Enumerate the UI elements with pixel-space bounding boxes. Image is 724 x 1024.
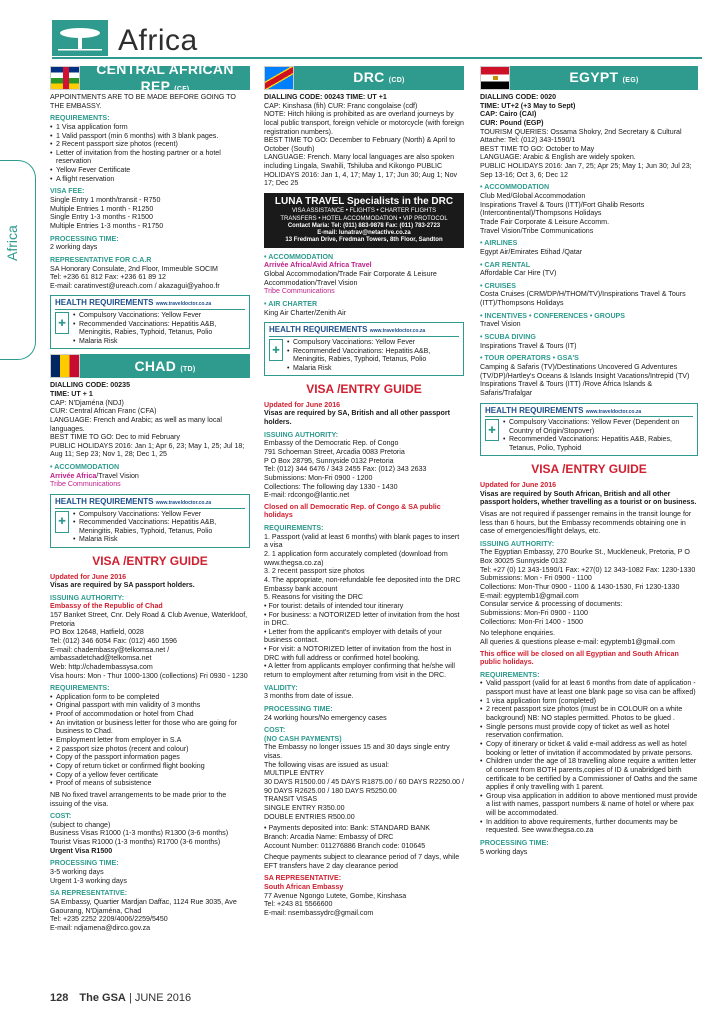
country-header-egypt xyxy=(480,66,698,90)
chad-rep-heading: SA REPRESENTATIVE: xyxy=(50,889,128,898)
list-item: • Letter of invitation from the hosting partner or a hotel reservation xyxy=(50,149,250,166)
egypt-noq: No telephone enquiries. xyxy=(480,629,555,638)
side-tab xyxy=(0,160,36,360)
chad-acc: /Travel Vision xyxy=(96,471,139,480)
list-item: • Original passport with min validity of 3 months xyxy=(50,701,250,710)
list-item: • 1 visa application form (completed) xyxy=(480,697,698,706)
chad-rep: SA Embassy, Quartier Mardjan Daffac, 1124 Rue 3035, Ave Gaourang, N'Djaména, Chad xyxy=(50,897,237,915)
drc-req-heading: REQUIREMENTS: xyxy=(264,524,324,533)
country-name-egypt: EGYPT xyxy=(569,69,619,86)
chad-cost: (subject to change) xyxy=(50,820,111,829)
footer-separator: | xyxy=(128,992,132,1004)
issue-date: JUNE 2016 xyxy=(134,992,192,1004)
ad-line: Contact Maria: Tel: (011) 883-9878 Fax: (011) 783-2723 xyxy=(287,222,441,229)
chad-info: PUBLIC HOLIDAYS 2016: Jan 1; Apr 6, 23; May 1, 25; Jul 18; Aug 11; Sep 23; Nov 1, 28; Dec 1, 25 xyxy=(50,441,245,459)
magazine-name: The GSA xyxy=(79,992,126,1004)
egypt-info: TOURISM QUERIES: Ossama Shokry, 2nd Secretary & Cultural Attache: Tel: (012) 343-1590/1 xyxy=(480,127,682,145)
egypt-info: LANGUAGE: Arabic & English are widely spoken. xyxy=(480,153,636,162)
egypt-scuba: Inspirations Travel & Tours (IT) xyxy=(480,341,577,350)
page-footer xyxy=(50,992,191,1004)
drc-required: Visas are required by SA, British and all other passport holders. xyxy=(264,409,450,427)
egypt-transit: Visas are not required if passenger remains in the transit lounge for less than 6 hours, but the Embassy recommends obtaining one in case of emergencies/flight delays, etc. xyxy=(480,509,692,536)
egypt-info: BEST TIME TO GO: October to May xyxy=(480,144,595,153)
chad-nb: NB No fixed travel arrangements to be made prior to the issuing of the visa. xyxy=(50,790,227,808)
egypt-acc-heading: ACCOMMODATION xyxy=(484,183,550,192)
drc-valid-heading: VALIDITY: xyxy=(264,683,298,692)
country-header-drc xyxy=(264,66,464,90)
list-item: • Letter from the applicant's employer with details of your business contact. xyxy=(264,627,442,645)
list-item: • Compulsory Vaccinations: Yellow Fever xyxy=(287,339,459,348)
list-item: • Copy of the passport information pages xyxy=(50,753,250,762)
health-title: HEALTH REQUIREMENTS xyxy=(485,405,584,415)
health-title: HEALTH REQUIREMENTS xyxy=(55,298,154,308)
egypt-closed: This office will be closed on all Egyptian and South African public holidays. xyxy=(480,649,679,667)
car-rep: SA Honorary Consulate, 2nd Floor, Immeuble SOCIM xyxy=(50,264,218,273)
list-item: • Recommended Vaccinations: Hepatitis A&B, Meningitis, Rabies, Typhoid, Tetanus, Polio xyxy=(73,519,245,536)
car-fee: Single Entry 1-3 months - R1500 xyxy=(50,213,153,222)
egypt-req-heading: REQUIREMENTS: xyxy=(480,670,540,679)
egypt-acc: Inspirations Travel & Tours (ITT)/Fort Ghalib Resorts (Intercontinental)/Thompsons Holidays xyxy=(480,200,645,218)
list-item: • Children under the age of 18 travelling alone require a written letter of consent from BOTH parents,copies of ID & unabridged birth certificate to be certified by a Commissioner of Oaths and the same applies if only travelling with 1 parent. xyxy=(480,757,698,792)
luna-travel-ad[interactable] xyxy=(264,193,464,248)
ad-line: E-mail: lunatrav@netactive.co.za xyxy=(317,230,411,237)
drc-cost: The following visas are issued as usual: xyxy=(264,760,389,769)
drc-rep: 77 Avenue Ngongo Lutete, Gombe, Kinshasa xyxy=(264,891,407,900)
egypt-scuba-heading: SCUBA DIVING xyxy=(484,333,536,342)
egypt-info: DIALLING CODE: 0020 xyxy=(480,93,557,101)
car-health-box xyxy=(50,295,250,349)
drc-info: BEST TIME TO GO: December to February (North) & April to October (South) xyxy=(264,136,456,153)
egypt-auth: E-mail: egyptemb1@gmail.com xyxy=(480,591,579,600)
drc-auth: Collections: The following day 1330 - 1430 xyxy=(264,482,398,491)
drc-air-heading: AIR CHARTER xyxy=(268,300,318,308)
drc-acc-link[interactable]: Arrivée Africa/Avid Africa Travel xyxy=(264,261,372,270)
drc-rep-heading: SA REPRESENTATIVE: xyxy=(264,874,342,883)
egypt-acc: Club Med/Global Accommodation xyxy=(480,192,586,201)
list-item: • Malaria Risk xyxy=(73,338,245,347)
health-title: HEALTH REQUIREMENTS xyxy=(55,497,154,507)
drc-cost: 30 DAYS R1500.00 / 45 DAYS R1875.00 / 60 DAYS R2250.00 / 90 DAYS R2625.00 / 180 DAYS R5250.00 xyxy=(264,778,464,795)
list-item: • Malaria Risk xyxy=(287,365,459,374)
column-2: DRC (CD) DIALLING CODE: 00243 TIME: UT +1 CAP: Kinshasa (fih) CUR: Franc congolaise (cdf) NOTE: Hitch hiking is prohibited as are overland journeys by local public transport, foreign vehicle or motorcycle (with foreign registration numbers). BEST TIME TO GO: December to February (North) & April to October (South) LANGUAGE: French. Many local languages are also spoken including Lingala, Swahili, Tshiluba and Kikongo PUBLIC HOLIDAYS 2016: Jan 1, 4, 17; May 1, 17; Jun 30; Aug 1; Nov 17; Dec 25 LUNA TRAVEL Specialists in the DRC VISA ASSISTANCE • FLIGHTS • CHARTER FLIGHTS TRANSFERS • HOTEL ACCOMMODATION • VIP PROTOCOL Contact Maria: Tel: (011) 883-9878 Fax: (011) 783-2723 E-mail: lunatrav@netactive.co.za 13 Fredman Drive, Fredman Towers, 8th Floor, Sandton • ACCOMMODATION Arrivée Africa/Avid Africa Travel Global Accommodation/Trade Fair Corporate & Leisure Accommodation/Travel Vision Tribe Communications • AIR CHARTER King Air Charter/Zenith Air HEALTH REQUIREMENTS www.traveldoctor.co.za ✚ • Compulsory Vaccinations: Yellow Fever • Recommended Vaccinations: Hepatitis A&B, Meningitis, Rabies, Typhoid, Tetanus, Polio • Malaria Risk VISA /ENTRY GUIDE Updated for June 2016 Visas are required by SA, British and all other passport holders. ISSUING AUTHORITY: Embassy of the Democratic Rep. of Congo 791 Schoeman Street, Arcadia 0083 Pretoria P O Box 28795, Sunnyside 0132 Pretoria Tel: (012) 344 6476 / 343 2455 Fax: (012) 343 2633 Submissions: Mon-Fri 0900 - 1200 Collections: The following day 1330 - 1430 E-mail: rdcongo@lantic.net Closed on all Democratic Rep. of Congo & SA public holidays REQUIREMENTS: 1. Passport (valid at least 6 months) with blank pages to insert a visa 2. 1 application form accurately completed (download from www.thegsa.co.za) 3. 2 recent passport size photos 4. The appropriate, non-refundable fee deposited into the DRC Embassy bank account 5. Reasons for visiting the DRC • For tourist: details of intended tour itinerary • For business: a NOTORIZED letter of invitation from the host in DRC. • Letter from the applicant's employer with details of your business contact. • For visit: a NOTORIZED letter of invitation from the host in DRC with full address or confirmed hotel booking. • A letter from applicants employer confirming that he/she will return to employment after returning from visit in the DRC. VALIDITY: 3 months from date of issue. PROCESSING TIME: 24 working hours/No emergency cases COST: (NO CASH PAYMENTS) The Embassy no longer issues 15 and 30 days single entry visas. The following visas are issued as usual: MULTIPLE ENTRY 30 DAYS R1500.00 / 45 DAYS R1875.00 / 60 DAYS R2250.00 / 90 DAYS R2625.00 / 180 DAYS R5250.00 TRANSIT VISAS SINGLE ENTRY R350.00 DOUBLE ENTRIES R500.00 • Payments deposited into: Bank: STANDARD BANK Branch: Arcadia Name: Embassy of DRC Account Number: 011276886 Branch code: 010645 Cheque payments subject to clearance period of 7 days, while EFT transfers have 2 day clearance period SA REPRESENTATIVE: South African Embassy 77 Avenue Ngongo Lutete, Gombe, Kinshasa Tel: +243 81 5566600 E-mail: nsembassydrc@gmail.com xyxy=(264,66,464,918)
egypt-proc: 5 working days xyxy=(480,847,528,856)
drc-auth: 791 Schoeman Street, Arcadia 0083 Pretoria xyxy=(264,447,405,456)
chad-proc: 3-5 working days xyxy=(50,868,104,877)
drc-cost: TRANSIT VISAS xyxy=(264,795,318,804)
chad-rep: Tel: +235 2252 2209/4006/2259/5450 xyxy=(50,915,168,924)
egypt-required: Visas are required by South African, British and all other passport holders, whether travelling as a tourist or on business. xyxy=(480,489,697,507)
list-item: • Group visa application in addition to above mentioned must provide a list with names, passport numbers & name of hotel or where pax will be accommodated. xyxy=(480,792,698,818)
egypt-proc-heading: PROCESSING TIME: xyxy=(480,838,549,847)
country-header-car xyxy=(50,60,250,94)
health-url[interactable]: www.traveldoctor.co.za xyxy=(585,408,642,415)
list-item: • Employment letter from employer in S.A xyxy=(50,736,250,745)
chad-acc-heading: ACCOMMODATION xyxy=(54,463,120,472)
egypt-auth: Collections: Mon-Fri 1400 - 1500 xyxy=(480,617,583,626)
list-item: • Compulsory Vaccinations: Yellow Fever xyxy=(73,312,245,321)
chad-info: CAP: N'Djaména (NDJ) xyxy=(50,398,124,407)
list-item: • 2 passport size photos (recent and colour) xyxy=(50,745,250,754)
drc-cost: The Embassy no longer issues 15 and 30 days single entry visas. xyxy=(264,743,450,761)
drc-auth: Submissions: Mon-Fri 0900 - 1200 xyxy=(264,473,373,482)
drc-proc: 24 working hours/No emergency cases xyxy=(264,713,387,722)
drc-req-list xyxy=(264,533,464,680)
chad-proc-heading: PROCESSING TIME: xyxy=(50,859,119,868)
country-code-car: (CF) xyxy=(174,86,190,93)
car-fee: Single Entry 1 month/transit - R750 xyxy=(50,196,161,205)
ad-line: 13 Fredman Drive, Fredman Towers, 8th Floor, Sandton xyxy=(285,237,443,244)
chad-auth: PO Box 12648, Hatfield, 0028 xyxy=(50,628,144,637)
drc-air: King Air Charter/Zenith Air xyxy=(264,308,347,317)
country-code-egypt: (EG) xyxy=(622,77,639,85)
egypt-car: Affordable Car Hire (TV) xyxy=(480,269,557,278)
ad-line: VISA ASSISTANCE • FLIGHTS • CHARTER FLIGHTS xyxy=(291,208,437,215)
chad-info: BEST TIME TO GO: Dec to mid February xyxy=(50,433,180,442)
drc-cost: MULTIPLE ENTRY xyxy=(264,769,325,778)
egypt-air: Egypt Air/Emirates Etihad /Qatar xyxy=(480,247,583,256)
chad-acc-link[interactable]: Tribe Communications xyxy=(50,480,121,489)
egypt-auth: Collections: Mon-Thur 0900 - 1100 & 1430-1530, Fri 1230-1330 xyxy=(480,583,680,592)
ad-line: TRANSFERS • HOTEL ACCOMMODATION • VIP PROTOCOL xyxy=(280,215,448,222)
list-item: • Compulsory Vaccinations: Yellow Fever xyxy=(73,511,245,520)
chad-auth: Web: http://chadembassysa.com xyxy=(50,662,153,671)
car-req-list xyxy=(50,123,250,183)
travel-doctor-icon: ✚ xyxy=(55,511,69,533)
egypt-auth: Submissions: Mon-Fri 0900 - 1100 xyxy=(480,608,588,617)
car-proc: 2 working days xyxy=(50,243,98,252)
list-item: • 1 Visa application form xyxy=(50,123,250,132)
chad-auth: Visa hours: Mon - Thur 1000-1300 (collections) Fri 0930 - 1230 xyxy=(50,671,248,680)
list-item: • A flight reservation xyxy=(50,175,250,184)
car-fee: Multiple Entries 1-3 months - R1750 xyxy=(50,221,164,230)
country-code-chad: (TD) xyxy=(180,365,196,373)
list-item: • Recommended Vaccinations: Hepatitis A&B, Rabies, Tetanus, Polio, Typhoid xyxy=(503,436,693,453)
chad-rep: E-mail: ndjamena@dirco.gov.za xyxy=(50,923,151,932)
list-item: • Malaria Risk xyxy=(73,536,245,545)
health-title: HEALTH REQUIREMENTS xyxy=(269,325,368,335)
drc-auth: Embassy of the Democratic Rep. of Congo xyxy=(264,439,399,448)
drc-proc-heading: PROCESSING TIME: xyxy=(264,704,333,713)
drc-info: NOTE: Hitch hiking is prohibited as are overland journeys by local public transport, foreign vehicle or motorcycle (with foreign registration numbers). xyxy=(264,110,464,136)
chad-visa-title: VISA /ENTRY GUIDE xyxy=(92,553,208,568)
drc-auth: E-mail: rdcongo@lantic.net xyxy=(264,491,350,500)
health-url[interactable]: www.traveldoctor.co.za xyxy=(155,301,212,308)
country-name-drc: DRC xyxy=(353,69,385,86)
list-item: 4. The appropriate, non-refundable fee deposited into the DRC Embassy bank account xyxy=(264,575,461,593)
chad-info: DIALLING CODE: 00235 xyxy=(50,381,131,390)
egypt-updated: Updated for June 2016 xyxy=(480,481,557,489)
health-url[interactable]: www.traveldoctor.co.za xyxy=(369,328,426,335)
drc-cheque: Cheque payments subject to clearance period of 7 days, while EFT transfers have 2 day clearance period xyxy=(264,853,460,870)
list-item: • Recommended Vaccinations: Hepatitis A&B, Meningitis, Rabies, Typhoid, Tetanus, Polio xyxy=(287,348,459,365)
list-item: • Compulsory Vaccinations: Yellow Fever (Dependent on Country of Origin/Stopover) xyxy=(503,419,693,436)
chad-auth: 157 Banket Street, Cnr. Dely Road & Club Avenue, Waterkloof, Pretoria xyxy=(50,611,248,628)
egypt-info: TIME: UT+2 (+3 May to Sept) xyxy=(480,101,576,110)
drc-auth-heading: ISSUING AUTHORITY: xyxy=(264,430,339,439)
drc-rep: E-mail: nsembassydrc@gmail.com xyxy=(264,909,374,918)
drc-valid: 3 months from date of issue. xyxy=(264,692,354,701)
chad-auth-name: Embassy of the Republic of Chad xyxy=(50,602,163,611)
chad-updated: Updated for June 2016 xyxy=(50,572,127,581)
ad-title: LUNA TRAVEL Specialists in the DRC xyxy=(274,196,454,208)
chad-flag-icon xyxy=(50,354,80,378)
list-item: • Application form to be completed xyxy=(50,693,250,702)
list-item: • Copy of return ticket or confirmed flight booking xyxy=(50,762,250,771)
chad-cost: Tourist Visas R1000 (1-3 months) R1700 (3-6 months) xyxy=(50,838,221,847)
drc-info: CAP: Kinshasa (fih) CUR: Franc congolaise (cdf) xyxy=(264,101,418,110)
chad-info: LANGUAGE: French and Arabic; as well as many local languages. xyxy=(50,415,222,433)
drc-updated: Updated for June 2016 xyxy=(264,400,341,409)
list-item: • 1 Valid passport (min 6 months) with 3 blank pages. xyxy=(50,132,250,141)
drc-info: LANGUAGE: French. Many local languages are also spoken including Lingala, Swahili, Tshiluba and Kikongo PUBLIC HOLIDAYS 2016: Jan 1, 4, 17; May 1, 17; Jun 30; Aug 1; Nov 17; Dec 25 xyxy=(264,153,458,188)
egypt-info: PUBLIC HOLIDAYS 2016: Jan 7, 25; Apr 25; May 1; Jun 30; Jul 23; Sep 13-16; Oct 3, 6; Dec 12 xyxy=(480,162,692,179)
car-flag-icon xyxy=(50,66,80,90)
car-fee: Multiple Entries 1 month - R1250 xyxy=(50,204,154,213)
side-tab-label: Africa xyxy=(4,225,20,261)
egypt-auth: The Egyptian Embassy, 270 Bourke St., Muckleneuk, Pretoria, P O Box 30025 Sunnyside 0132 xyxy=(480,548,690,566)
drc-acc-heading: ACCOMMODATION xyxy=(268,252,334,261)
list-item: 5. Reasons for visiting the DRC xyxy=(264,593,363,602)
drc-auth: Tel: (012) 344 6476 / 343 2455 Fax: (012) 343 2633 xyxy=(264,465,427,474)
egypt-visa-title: VISA /ENTRY GUIDE xyxy=(531,462,647,477)
egypt-tour: Camping & Safaris (TV)/Destinations Uncovered G Adventures (TV/DP)/Hartley's Oceans & Islands Insight Vacations/Intrepid (TV) Inspirations Travel & Tours (ITT) /Rove Africa Islands & Safaris/Trafalgar xyxy=(480,362,690,397)
car-proc-heading: PROCESSING TIME: xyxy=(50,234,119,243)
column-3: EGYPT (EG) DIALLING CODE: 0020 TIME: UT+2 (+3 May to Sept) CAP: Cairo (CAI) CUR: Pound (EGP) TOURISM QUERIES: Ossama Shokry, 2nd Secretary & Cultural Attache: Tel: (012) 343-1590/1 BEST TIME TO GO: October to May LANGUAGE: Arabic & English are widely spoken. PUBLIC HOLIDAYS 2016: Jan 7, 25; Apr 25; May 1; Jun 30; Jul 23; Sep 13-16; Oct 3, 6; Dec 12 • ACCOMMODATION Club Med/Global Accommodation Inspirations Travel & Tours (ITT)/Fort Ghalib Resorts (Intercontinental)/Thompsons Holidays Trade Fair Corporate & Leisure Accomm. Travel Vision/Tribe Communications • AIRLINES Egypt Air/Emirates Etihad /Qatar • CAR RENTAL Affordable Car Hire (TV) • CRUISES Costa Cruises (CRM/DP/H/THOM/TV)/Inspirations Travel & Tours (ITT)/Thompsons Holidays • INCENTIVES • CONFERENCES • GROUPS Travel Vision • SCUBA DIVING Inspirations Travel & Tours (IT) • TOUR OPERATORS • GSA'S Camping & Safaris (TV)/Destinations Uncovered G Adventures (TV/DP)/Hartley's Oceans & Islands Insight Vacations/Intrepid (TV) Inspirations Travel & Tours (ITT) /Rove Africa Islands & Safaris/Trafalgar HEALTH REQUIREMENTS www.traveldoctor.co.za ✚ • Compulsory Vaccinations: Yellow Fever (Dependent on Country of Origin/Stopover) • Recommended Vaccinations: Hepatitis A&B, Rabies, Tetanus, Polio, Typhoid VISA /ENTRY GUIDE Updated for June 2016 Visas are required by South African, British and all other passport holders, whether travelling as a tourist or on business. Visas are not required if passenger remains in the transit lounge for less than 6 hours, but the Embassy recommends obtaining one in case of emergencies/flight delays, etc. ISSUING AUTHORITY: The Egyptian Embassy, 270 Bourke St., Muckleneuk, Pretoria, P O Box 30025 Sunnyside 0132 Tel: +27 (0) 12 343-1590/1 Fax: +27(0) 12 343-1082 Fax: 1230-1330 Submissions: Mon - Fri 0900 - 1100 Collections: Mon-Thur 0900 - 1100 & 1430-1530, Fri 1230-1330 E-mail: egyptemb1@gmail.com Consular service & processing of documents: Submissions: Mon-Fri 0900 - 1100 Collections: Mon-Fri 1400 - 1500 No telephone enquiries. All queries & questions please e-mail: egyptemb1@gmail.com This office will be closed on all Egyptian and South African public holidays. REQUIREMENTS: • Valid passport (valid for at least 6 months from date of application - passport must have at least one blank page so visa can be affixed) • 1 visa application form (completed) • 2 recent passport size photos (must be in COLOUR on a white background) NB: NO staples permitted. Photos to be glued . • Single persons must provide copy of ticket as well as hotel reservation confirmation. • Copy of itinerary or ticket & valid e-mail address as well as hotel booking or letter of invitation if accommodated by private persons. • Children under the age of 18 travelling alone require a written letter of consent from BOTH parents,copies of ID & unabridged birth certificate to be certified by a Commissioner of Oaths and the same applies if only travelling with 1 parent. • Group visa application in addition to above mentioned must provide a list with names, passport numbers & name of hotel or where pax will be accommodated. • In addition to above requirements, further documents may be requested. See www.thegsa.co.za PROCESSING TIME: 5 working days xyxy=(480,66,698,856)
drc-cost: DOUBLE ENTRIES R500.00 xyxy=(264,812,355,821)
egypt-auth: Tel: +27 (0) 12 343-1590/1 Fax: +27(0) 12 343-1082 Fax: 1230-1330 xyxy=(480,565,696,574)
drc-visa-title: VISA /ENTRY GUIDE xyxy=(306,382,422,397)
car-rep: Tel: +236 61 812 Fax: +236 61 89 12 xyxy=(50,273,166,282)
list-item: • For business: a NOTORIZED letter of invitation from the host in DRC. xyxy=(264,610,460,628)
car-fee-heading: VISA FEE: xyxy=(50,187,85,196)
list-item: • A letter from applicants employer confirming that he/she will return to employment after returning from visit in the DRC. xyxy=(264,662,455,679)
egypt-inc: Travel Vision xyxy=(480,320,521,329)
car-rep: E-mail: caratinvest@ureach.com / akazagui@yahoo.fr xyxy=(50,281,220,290)
egypt-car-heading: CAR RENTAL xyxy=(484,260,531,269)
africa-tree-logo xyxy=(52,20,108,56)
drc-cost-heading: COST: xyxy=(264,726,286,735)
egypt-inc-heading: INCENTIVES • CONFERENCES • GROUPS xyxy=(484,311,626,320)
drc-pay: Branch: Arcadia Name: Embassy of DRC xyxy=(264,832,394,841)
car-rep-heading: REPRESENTATIVE FOR C.A.R xyxy=(50,255,152,264)
list-item: • For visit: a NOTORIZED letter of invitation from the host in DRC with full address or confirmed hotel booking. xyxy=(264,645,452,662)
egypt-auth-heading: ISSUING AUTHORITY: xyxy=(480,539,555,548)
list-item: • 2 Recent passport size photos (recent) xyxy=(50,140,250,149)
header-divider xyxy=(52,57,702,59)
health-url[interactable]: www.traveldoctor.co.za xyxy=(155,500,212,507)
travel-doctor-icon: ✚ xyxy=(485,419,499,441)
egypt-req-list xyxy=(480,679,698,835)
list-item: • Copy of itinerary or ticket & valid e-mail address as well as hotel booking or letter of invitation if accommodated by private persons. xyxy=(480,740,698,757)
egypt-cruise: Costa Cruises (CRM/DP/H/THOM/TV)/Inspirations Travel & Tours (ITT)/Thompsons Holidays xyxy=(480,290,686,308)
egypt-cruise-heading: CRUISES xyxy=(484,281,517,290)
drc-health-box xyxy=(264,322,464,376)
page-title: Africa xyxy=(118,24,198,57)
egypt-acc: Trade Fair Corporate & Leisure Accomm. xyxy=(480,217,610,226)
drc-auth: P O Box 28795, Sunnyside 0132 Pretoria xyxy=(264,456,394,465)
page-number: 128 xyxy=(50,992,69,1004)
egypt-info: CAP: Cairo (CAI) xyxy=(480,110,537,119)
list-item: • 2 recent passport size photos (must be in COLOUR on a white background) NB: NO staples permitted. Photos to be glued . xyxy=(480,705,698,722)
list-item: 2. 1 application form accurately completed (download from www.thegsa.co.za) xyxy=(264,550,448,567)
car-intro: APPOINTMENTS ARE TO BE MADE BEFORE GOING TO THE EMBASSY. xyxy=(50,93,236,110)
drc-info: DIALLING CODE: 00243 TIME: UT +1 xyxy=(264,93,387,101)
country-header-chad xyxy=(50,354,250,378)
drc-acc: Global Accommodation/Trade Fair Corporate & Leisure Accommodation/Travel Vision xyxy=(264,270,437,287)
drc-pay: • Payments deposited into: Bank: STANDARD BANK xyxy=(264,824,430,833)
travel-doctor-icon: ✚ xyxy=(269,339,283,361)
chad-cost-heading: COST: xyxy=(50,812,72,821)
chad-proc: Urgent 1-3 working days xyxy=(50,876,127,885)
chad-cost: Business Visas R1000 (1-3 months) R1300 (3-6 months) xyxy=(50,829,229,838)
chad-auth-heading: ISSUING AUTHORITY: xyxy=(50,593,125,602)
drc-acc-link[interactable]: Tribe Communications xyxy=(264,287,335,296)
car-req-heading: REQUIREMENTS: xyxy=(50,114,110,123)
list-item: • Yellow Fever Certificate xyxy=(50,166,250,175)
chad-auth: Tel: (012) 346 6054 Fax: (012) 460 1596 xyxy=(50,637,177,645)
column-1: CENTRAL AFRICAN REP (CF) APPOINTMENTS ARE TO BE MADE BEFORE GOING TO THE EMBASSY. REQUIREMENTS: • 1 Visa application form • 1 Valid passport (min 6 months) with 3 blank pages. • 2 Recent passport size photos (recent) • Letter of invitation from the hosting partner or a hotel reservation • Yellow Fever Certificate • A flight reservation VISA FEE: Single Entry 1 month/transit - R750 Multiple Entries 1 month - R1250 Single Entry 1-3 months - R1500 Multiple Entries 1-3 months - R1750 PROCESSING TIME: 2 working days REPRESENTATIVE FOR C.A.R SA Honorary Consulate, 2nd Floor, Immeuble SOCIM Tel: +236 61 812 Fax: +236 61 89 12 E-mail: caratinvest@ureach.com / akazagui@yahoo.fr HEALTH REQUIREMENTS www.traveldoctor.co.za ✚ • Compulsory Vaccinations: Yellow Fever • Recommended Vaccinations: Hepatitis A&B, Meningitis, Rabies, Typhoid, Tetanus, Polio • Malaria Risk CHAD (TD) DIALLING CODE: 00235 TIME: UT + 1 CAP: N'Djaména (NDJ) CUR: Central African Franc (CFA) LANGUAGE: French and Arabic; as well as many local languages. BEST TIME TO GO: Dec to mid February PUBLIC HOLIDAYS 2016: Jan 1; Apr 6, 23; May 1, 25; Jul 18; Aug 11; Sep 23; Nov 1, 28; Dec 1, 25 • ACCOMMODATION Arrivée Africa/Travel Vision Tribe Communications HEALTH REQUIREMENTS www.traveldoctor.co.za ✚ • Compulsory Vaccinations: Yellow Fever • Recommended Vaccinations: Hepatitis A&B, Meningitis, Rabies, Typhoid, Tetanus, Polio • Malaria Risk VISA /ENTRY GUIDE Updated for June 2016 Visas are required by SA passport holders. ISSUING AUTHORITY: Embassy of the Republic of Chad 157 Banket Street, Cnr. Dely Road & Club Avenue, Waterkloof, Pretoria PO Box 12648, Hatfield, 0028 Tel: (012) 346 6054 Fax: (012) 460 1596 E-mail: chadembassy@telkomsa.net / ambassadetchad@telkomsa.net Web: http://chadembassysa.com Visa hours: Mon - Thur 1000-1300 (collections) Fri 0930 - 1230 REQUIREMENTS: • Application form to be completed • Original passport with min validity of 3 months • Proof of accommodation or hotel from Chad • An invitation or business letter for those who are going for business to Chad. • Employment letter from employer in S.A • 2 passport size photos (recent and colour) • Copy of the passport information pages • Copy of return ticket or confirmed flight booking • Copy of a yellow fever certificate • Proof of means of subsistence NB No fixed travel arrangements to be made prior to the issuing of the visa. COST: (subject to change) Business Visas R1000 (1-3 months) R1300 (3-6 months) Tourist Visas R1000 (1-3 months) R1700 (3-6 months) Urgent Visa R1500 PROCESSING TIME: 3-5 working days Urgent 1-3 working days SA REPRESENTATIVE: SA Embassy, Quartier Mardjan Daffac, 1124 Rue 3035, Ave Gaourang, N'Djaména, Chad Tel: +235 2252 2209/4006/2259/5450 E-mail: ndjamena@dirco.gov.za xyxy=(50,66,250,933)
chad-health-box xyxy=(50,494,250,548)
list-item: • Proof of means of subsistence xyxy=(50,779,250,788)
travel-doctor-icon: ✚ xyxy=(55,312,69,334)
list-item: • An invitation or business letter for those who are going for business to Chad. xyxy=(50,719,250,736)
chad-cost: Urgent Visa R1500 xyxy=(50,846,113,855)
chad-req-heading: REQUIREMENTS: xyxy=(50,684,110,693)
egypt-tour-heading: TOUR OPERATORS • GSA'S xyxy=(484,354,579,363)
country-code-drc: (CD) xyxy=(388,77,405,85)
list-item: • Proof of accommodation or hotel from Chad xyxy=(50,710,250,719)
drc-pay: Account Number: 011276886 Branch code: 010645 xyxy=(264,841,426,850)
drc-flag-icon xyxy=(264,66,294,90)
drc-cost-sub: (NO CASH PAYMENTS) xyxy=(264,734,342,743)
chad-info: TIME: UT + 1 xyxy=(50,389,93,398)
list-item: • For tourist: details of intended tour itinerary xyxy=(264,601,404,610)
chad-auth: E-mail: chadembassy@telkomsa.net / ambassadetchad@telkomsa.net xyxy=(50,645,170,663)
chad-req-list xyxy=(50,693,250,788)
egypt-flag-icon xyxy=(480,66,510,90)
list-item: 3. 2 recent passport size photos xyxy=(264,567,365,576)
egypt-noq: All queries & questions please e-mail: egyptemb1@gmail.com xyxy=(480,637,675,646)
drc-rep-name: South African Embassy xyxy=(264,883,344,892)
egypt-acc: Travel Vision/Tribe Communications xyxy=(480,226,594,235)
tree-icon xyxy=(52,20,108,56)
chad-acc-link[interactable]: Arrivée Africa xyxy=(50,471,97,480)
egypt-health-box xyxy=(480,403,698,457)
drc-rep: Tel: +243 81 5566600 xyxy=(264,900,333,909)
egypt-auth: Submissions: Mon - Fri 0900 - 1100 xyxy=(480,574,592,583)
list-item: • In addition to above requirements, further documents may be requested. See www.thegsa.co.za xyxy=(480,818,698,835)
drc-closed: Closed on all Democratic Rep. of Congo & SA public holidays xyxy=(264,502,441,520)
chad-required: Visas are required by SA passport holders. xyxy=(50,581,195,590)
country-name-car: CENTRAL AFRICAN REP xyxy=(96,60,234,94)
chad-info: CUR: Central African Franc (CFA) xyxy=(50,407,157,416)
list-item: • Copy of a yellow fever certificate xyxy=(50,771,250,780)
list-item: • Single persons must provide copy of ticket as well as hotel reservation confirmation. xyxy=(480,723,698,740)
list-item: 1. Passport (valid at least 6 months) with blank pages to insert a visa xyxy=(264,532,460,550)
country-name-chad: CHAD xyxy=(134,357,177,374)
list-item: • Valid passport (valid for at least 6 months from date of application - passport must have at least one blank page so visa can be affixed) xyxy=(480,679,698,696)
egypt-info: CUR: Pound (EGP) xyxy=(480,118,544,127)
drc-cost: SINGLE ENTRY R350.00 xyxy=(264,803,345,812)
egypt-air-heading: AIRLINES xyxy=(484,239,518,248)
list-item: • Recommended Vaccinations: Hepatitis A&B, Meningitis, Rabies, Typhoid, Tetanus, Polio xyxy=(73,321,245,338)
egypt-auth: Consular service & processing of documents: xyxy=(480,600,623,609)
